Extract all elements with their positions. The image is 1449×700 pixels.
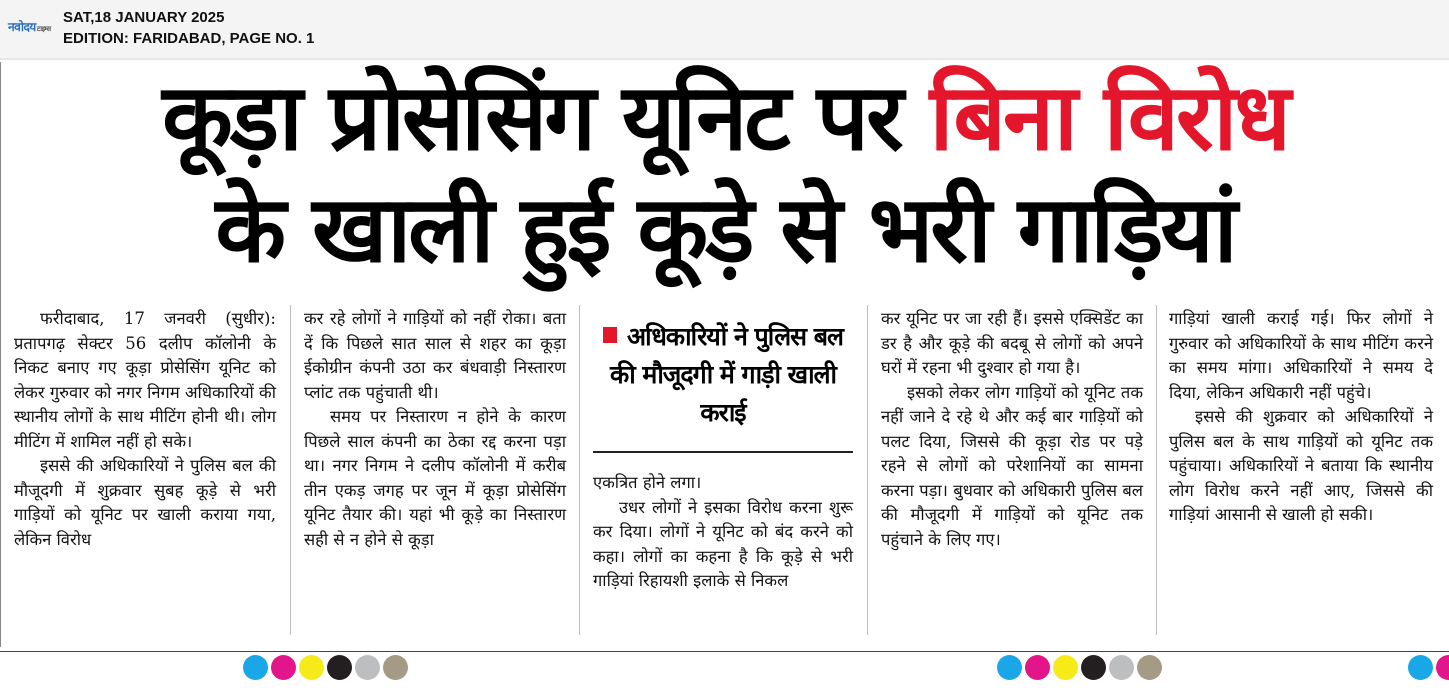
magenta-dot <box>271 655 296 680</box>
registration-marks-right <box>1408 655 1449 680</box>
logo-small-text: टाइम्स <box>36 25 51 33</box>
article-column-4 <box>881 307 1143 552</box>
yellow-dot <box>1053 655 1078 680</box>
gray-dot <box>1109 655 1134 680</box>
column-divider <box>290 305 291 635</box>
paragraph: उधर लोगों ने इसका विरोध करना शुरू कर दिया। लोगों ने यूनिट को बंद करने को कहा। लोगों का कहना है कि कूड़े से भरी गाड़ियां रिहायशी इलाके से निकल <box>593 497 853 590</box>
gray-dot <box>355 655 380 680</box>
tan-dot <box>1137 655 1162 680</box>
edition-page: EDITION: FARIDABAD, PAGE NO. 1 <box>63 30 315 47</box>
article-column-1 <box>14 307 276 552</box>
top-bar <box>0 0 1449 58</box>
logo-text: नवोदय <box>8 20 36 34</box>
magenta-dot <box>1025 655 1050 680</box>
cyan-dot <box>997 655 1022 680</box>
left-border <box>0 62 1 647</box>
registration-marks-left <box>243 655 408 680</box>
paragraph: इसको लेकर लोग गाड़ियों को यूनिट तक नहीं जाने दे रहे थे और कई बार गाड़ियों को पलट दिया, जिससे की कूड़ा रोड पर पड़े रहने से लोगों को परेशानियों का सामना करना पड़ा। बुधवार को अधिकारी पुलिस बल की मौजूदगी में गाड़ियों को यूनिट तक पहुंचाने के लिए गए। <box>881 382 1143 549</box>
edition-info <box>63 7 314 49</box>
article-column-2 <box>304 307 566 552</box>
headline <box>10 62 1440 286</box>
edition-date: SAT,18 JANUARY 2025 <box>63 9 225 26</box>
headline-line-1 <box>10 62 1440 174</box>
paragraph: कर यूनिट पर जा रही हैं। इससे एक्सिडेंट का डर है और कूड़े की बदबू से लोगों को अपने घरों में रहना भी दुश्वार हो गया है। <box>881 309 1143 377</box>
subheading-underline <box>593 451 853 453</box>
publication-logo <box>8 18 51 35</box>
paragraph: एकत्रित होने लगा। <box>593 473 702 492</box>
paragraph: गाड़ियां खाली कराई गई। फिर लोगों ने गुरुवार को अधिकारियों के साथ मीटिंग करने का समय मांगा। अधिकारियों ने समय दे दिया, लेकिन अधिकारी नहीं पहुंचे। <box>1169 309 1433 402</box>
paragraph: फरीदाबाद, 17 जनवरी (सुधीर): प्रतापगढ़ सेक्टर 56 दलीप कॉलोनी के निकट बनाए गए कूड़ा प्रोसेसिंग यूनिट को लेकर गुरुवार को नगर निगम अधिकारियों की स्थानीय लोगों के साथ मीटिंग होनी थी। लोग मीटिंग में शामिल नहीं हो सके। <box>14 309 276 451</box>
red-square-bullet <box>603 327 617 343</box>
column-divider <box>1156 305 1157 635</box>
magenta-dot <box>1436 655 1449 680</box>
black-dot <box>1081 655 1106 680</box>
bottom-divider <box>0 651 1449 652</box>
column-divider <box>867 305 868 635</box>
paragraph: कर रहे लोगों ने गाड़ियों को नहीं रोका। बता दें कि पिछले सात साल से शहर का कूड़ा ईकोग्रीन कंपनी उठा कर बंधवाड़ी निस्तारण प्लांट तक पहुंचाती थी। <box>304 309 566 402</box>
article-column-5 <box>1169 307 1433 528</box>
paragraph: इससे की अधिकारियों ने पुलिस बल की मौजूदगी में शुक्रवार सुबह कूड़े से भरी गाड़ियों को यूनिट पर खाली कराया गया, लेकिन विरोध <box>14 456 276 549</box>
tan-dot <box>383 655 408 680</box>
cyan-dot <box>1408 655 1433 680</box>
paragraph: समय पर निस्तारण न होने के कारण पिछले साल कंपनी का ठेका रद्द करना पड़ा था। नगर निगम ने दलीप कॉलोनी में करीब तीन एकड़ जगह पर जून में कूड़ा प्रोसेसिंग यूनिट तैयार की। यहां भी कूड़े का निस्तारण सही से न होने से कूड़ा <box>304 407 566 549</box>
black-dot <box>327 655 352 680</box>
headline-line-2: के खाली हुई कूड़े से भरी गाड़ियां <box>215 176 1235 283</box>
top-divider <box>0 58 1449 60</box>
paragraph: इससे की शुक्रवार को अधिकारियों ने पुलिस बल के साथ गाड़ियों को यूनिट तक पहुंचाया। अधिकारियों ने बताया कि स्थानीय लोग विरोध करने नहीं आए, जिससे की गाड़ियां आसानी से खाली हो सकी। <box>1169 407 1433 524</box>
yellow-dot <box>299 655 324 680</box>
headline-red-text: बिना विरोध <box>929 64 1288 171</box>
headline-black-text: कूड़ा प्रोसेसिंग यूनिट पर <box>162 64 930 171</box>
subheading <box>593 318 853 432</box>
registration-marks-middle <box>997 655 1162 680</box>
column-divider <box>579 305 580 635</box>
subheading-text: अधिकारियों ने पुलिस बल की मौजूदगी में गाड़ी खाली कराई <box>610 322 844 427</box>
cyan-dot <box>243 655 268 680</box>
article-column-3 <box>593 471 853 594</box>
